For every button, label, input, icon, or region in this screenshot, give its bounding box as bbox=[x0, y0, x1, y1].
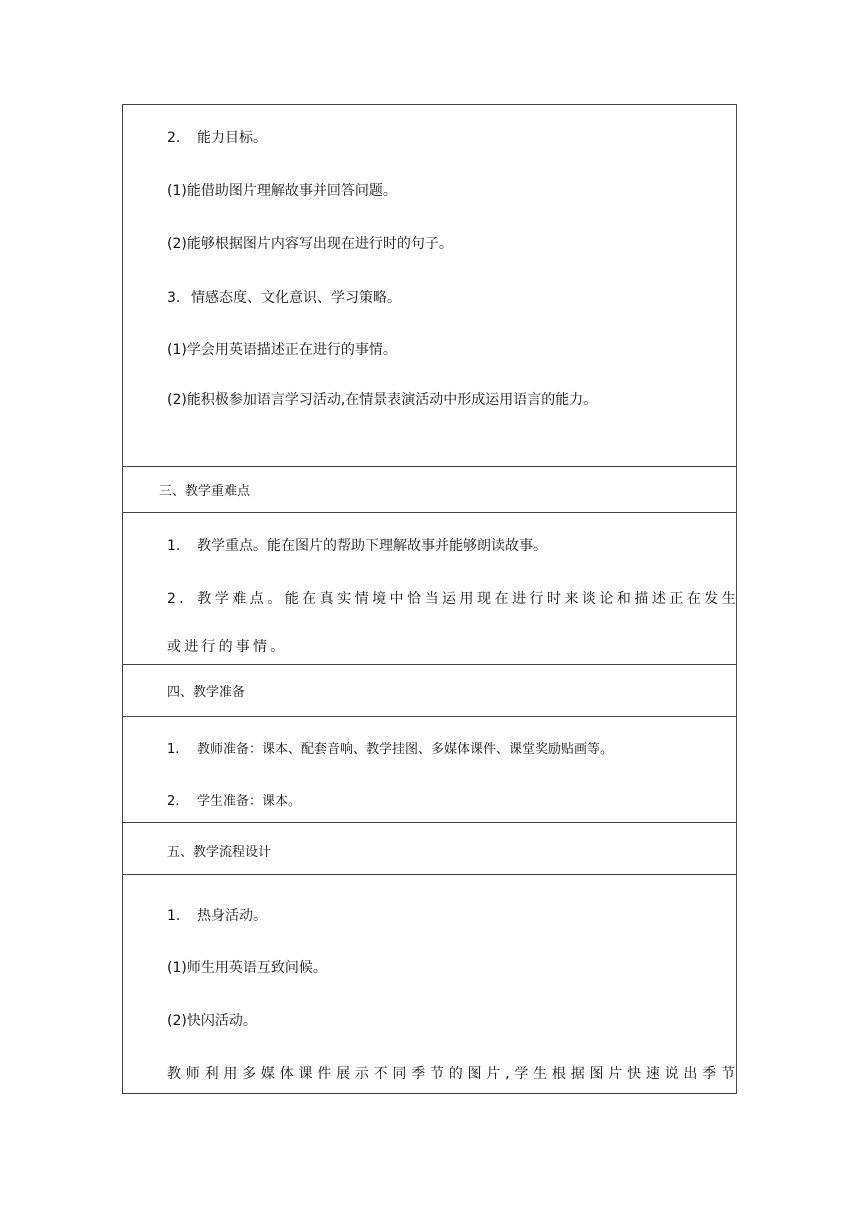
process-item-1: (1)师生用英语互致问候。 bbox=[167, 960, 327, 976]
process-paragraph: 教师利用多媒体课件展示不同季节的图片,学生根据图片快速说出季节 bbox=[167, 1066, 737, 1082]
heading-process-design bbox=[123, 823, 736, 875]
ability-goal-item-1: (1)能借助图片理解故事并回答问题。 bbox=[167, 183, 397, 199]
section-heading: 四、教学准备 bbox=[167, 685, 246, 700]
process-cell bbox=[123, 875, 736, 1093]
lesson-plan-table bbox=[122, 104, 737, 1094]
preparation-teacher: 1. 教师准备：课本、配套音响、教学挂图、多媒体课件、课堂奖励贴画等。 bbox=[167, 742, 614, 757]
heading-key-difficult-points bbox=[123, 467, 736, 513]
emotion-goal-item-1: (1)学会用英语描述正在进行的事情。 bbox=[167, 342, 397, 358]
objectives-cell bbox=[123, 105, 736, 467]
emotion-goal-title: 3. 情感态度、文化意识、学习策略。 bbox=[167, 290, 401, 306]
key-point-1: 1. 教学重点。能在图片的帮助下理解故事并能够朗读故事。 bbox=[167, 538, 547, 554]
section-heading: 五、教学流程设计 bbox=[167, 845, 272, 860]
key-point-2: 2. 教学难点。能在真实情境中恰当运用现在进行时来谈论和描述正在发生或进行的事情。 bbox=[167, 591, 739, 655]
preparation-cell bbox=[123, 717, 736, 823]
emotion-goal-item-2: (2)能积极参加语言学习活动,在情景表演活动中形成运用语言的能力。 bbox=[167, 392, 598, 408]
warm-up-title: 1. 热身活动。 bbox=[167, 908, 267, 924]
ability-goal-item-2: (2)能够根据图片内容写出现在进行时的句子。 bbox=[167, 236, 453, 252]
ability-goal-title: 2. 能力目标。 bbox=[167, 130, 267, 146]
preparation-student: 2. 学生准备：课本。 bbox=[167, 794, 302, 809]
key-points-cell bbox=[123, 513, 739, 665]
heading-preparation bbox=[123, 665, 736, 717]
section-heading: 三、教学重难点 bbox=[159, 484, 251, 499]
process-item-2: (2)快闪活动。 bbox=[167, 1013, 257, 1029]
